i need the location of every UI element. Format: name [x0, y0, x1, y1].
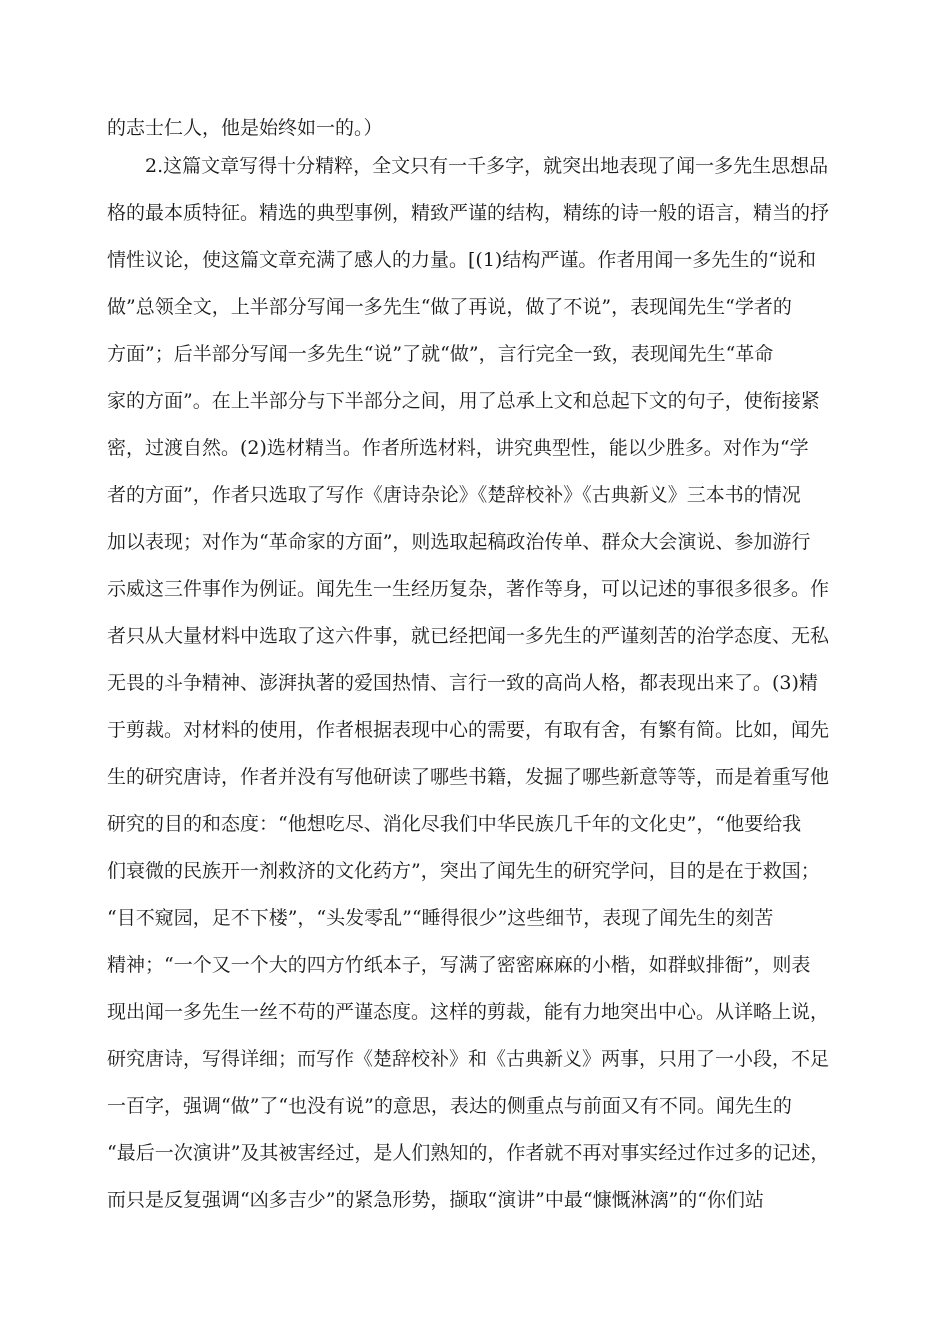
- text-line-13: 无畏的斗争精神、澎湃执著的爱国热情、言行一致的高尚人格，都表现出来了。(3)精: [107, 672, 818, 694]
- text-line-23: “最后一次演讲”及其被害经过，是人们熟知的，作者就不再对事实经过作过多的记述，: [107, 1142, 830, 1164]
- text-line-20: 现出闻一多先生一丝不苟的严谨态度。这样的剪裁，能有力地突出中心。从详略上说，: [107, 1001, 830, 1023]
- text-line-12: 者只从大量材料中选取了这六件事，就已经把闻一多先生的严谨刻苦的治学态度、无私: [107, 625, 830, 647]
- text-line-19: 精神；“一个又一个大的四方竹纸本子，写满了密密麻麻的小楷，如群蚁排衙”，则表: [107, 954, 811, 976]
- text-line-14: 于剪裁。对材料的使用，作者根据表现中心的需要，有取有舍，有繁有简。比如，闻先: [107, 719, 830, 741]
- text-line-7: 家的方面”。在上半部分与下半部分之间，用了总承上文和总起下文的句子，使衔接紧: [107, 390, 820, 412]
- text-line-15: 生的研究唐诗，作者并没有写他研读了哪些书籍，发掘了哪些新意等等，而是着重写他: [107, 766, 830, 788]
- text-line-22: 一百字，强调“做”了“也没有说”的意思，表达的侧重点与前面又有不同。闻先生的: [107, 1095, 792, 1117]
- text-line-8: 密，过渡自然。(2)选材精当。作者所选材料，讲究典型性，能以少胜多。对作为“学: [107, 437, 809, 459]
- text-line-10: 加以表现；对作为“革命家的方面”，则选取起稿政治传单、群众大会演说、参加游行: [107, 531, 811, 553]
- text-line-4: 情性议论，使这篇文章充满了感人的力量。[(1)结构严谨。作者用闻一多先生的“说和: [107, 249, 817, 271]
- text-line-6: 方面”；后半部分写闻一多先生“说”了就“做”，言行完全一致，表现闻先生“革命: [107, 343, 774, 365]
- text-line-11: 示威这三件事作为例证。闻先生一生经历复杂，著作等身，可以记述的事很多很多。作: [107, 578, 830, 600]
- text-line-3: 格的最本质特征。精选的典型事例，精致严谨的结构，精练的诗一般的语言，精当的抒: [107, 202, 830, 224]
- text-line-2: 2.这篇文章写得十分精粹，全文只有一千多字，就突出地表现了闻一多先生思想品: [145, 155, 829, 177]
- text-line-9: 者的方面”，作者只选取了写作《唐诗杂论》《楚辞校补》《古典新义》三本书的情况: [107, 484, 801, 506]
- text-line-21: 研究唐诗，写得详细；而写作《楚辞校补》和《古典新义》两事，只用了一小段，不足: [107, 1048, 830, 1070]
- text-line-17: 们衰微的民族开一剂救济的文化药方”，突出了闻先生的研究学问，目的是在于救国；: [107, 860, 820, 882]
- text-line-18: “目不窥园，足不下楼”，“头发零乱”“睡得很少”这些细节，表现了闻先生的刻苦: [107, 907, 774, 929]
- text-line-5: 做”总领全文，上半部分写闻一多先生“做了再说，做了不说”，表现闻先生“学者的: [107, 296, 792, 318]
- text-line-24: 而只是反复强调“凶多吉少”的紧急形势，撷取“演讲”中最“慷慨淋漓”的“你们站: [107, 1189, 764, 1211]
- text-line-16: 研究的目的和态度：“他想吃尽、消化尽我们中华民族几千年的文化史”，“他要给我: [107, 813, 802, 835]
- text-line-1: 的志士仁人，他是始终如一的。）: [107, 117, 383, 139]
